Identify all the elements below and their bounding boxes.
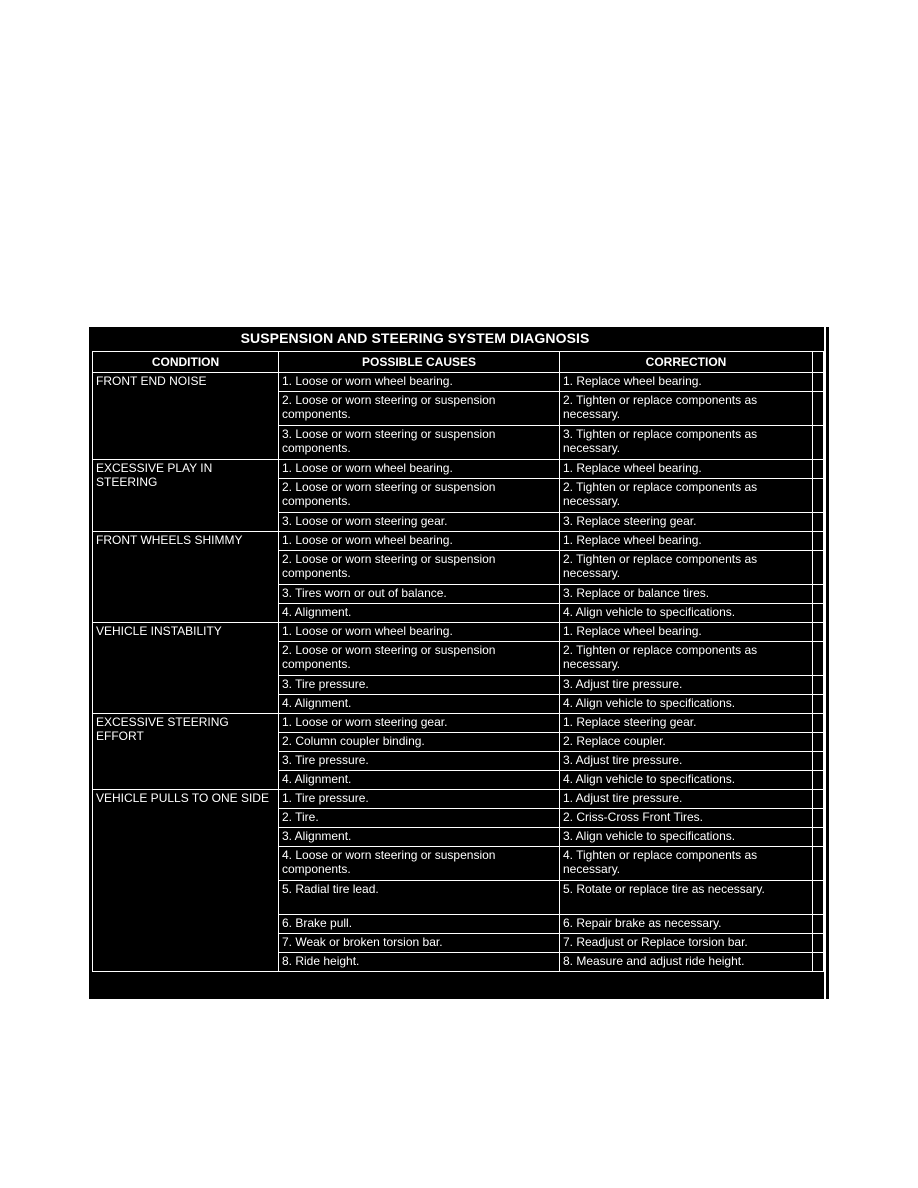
possible-cause-cell: 3. Loose or worn steering or suspension components. [279, 426, 560, 460]
condition-cell [93, 714, 279, 790]
row-spacer-cell [813, 623, 824, 642]
correction-cell: 3. Adjust tire pressure. [560, 676, 813, 695]
row-spacer-cell [813, 551, 824, 585]
correction-cell: 4. Align vehicle to specifications. [560, 604, 813, 623]
row-spacer-cell [813, 392, 824, 426]
header-condition: CONDITION [93, 352, 279, 373]
possible-cause-cell: 2. Tire. [279, 809, 560, 828]
possible-cause-cell: 3. Alignment. [279, 828, 560, 847]
row-spacer-cell [813, 771, 824, 790]
diagnosis-table [92, 351, 824, 972]
possible-cause-cell: 2. Column coupler binding. [279, 733, 560, 752]
correction-cell: 5. Rotate or replace tire as necessary. [560, 881, 813, 915]
row-spacer-cell [813, 676, 824, 695]
correction-cell: 3. Replace steering gear. [560, 513, 813, 532]
correction-cell: 1. Replace steering gear. [560, 714, 813, 733]
possible-cause-cell: 3. Tire pressure. [279, 752, 560, 771]
condition-text: VEHICLE PULLS TO ONE SIDE [96, 791, 269, 805]
possible-cause-cell: 4. Alignment. [279, 604, 560, 623]
possible-cause-cell: 1. Tire pressure. [279, 790, 560, 809]
diagnosis-table-panel [89, 327, 829, 999]
condition-text: FRONT END NOISE [96, 374, 207, 388]
correction-cell: 2. Tighten or replace components as necessary. [560, 479, 813, 513]
row-spacer-cell [813, 479, 824, 513]
correction-cell: 1. Replace wheel bearing. [560, 532, 813, 551]
possible-cause-cell: 1. Loose or worn wheel bearing. [279, 460, 560, 479]
row-spacer-cell [813, 915, 824, 934]
row-spacer-cell [813, 695, 824, 714]
condition-cell [93, 790, 279, 972]
possible-cause-cell: 6. Brake pull. [279, 915, 560, 934]
possible-cause-cell: 4. Alignment. [279, 771, 560, 790]
header-possible-causes: POSSIBLE CAUSES [279, 352, 560, 373]
row-spacer-cell [813, 934, 824, 953]
possible-cause-cell: 4. Loose or worn steering or suspension components. [279, 847, 560, 881]
table-row [93, 790, 824, 809]
possible-cause-cell: 1. Loose or worn wheel bearing. [279, 373, 560, 392]
possible-cause-cell: 2. Loose or worn steering or suspension components. [279, 479, 560, 513]
header-row [93, 352, 824, 373]
possible-cause-cell: 5. Radial tire lead. [279, 881, 560, 915]
row-spacer-cell [813, 585, 824, 604]
correction-cell: 3. Align vehicle to specifications. [560, 828, 813, 847]
possible-cause-cell: 1. Loose or worn wheel bearing. [279, 623, 560, 642]
row-spacer-cell [813, 847, 824, 881]
correction-cell: 8. Measure and adjust ride height. [560, 953, 813, 972]
row-spacer-cell [813, 752, 824, 771]
possible-cause-cell: 1. Loose or worn steering gear. [279, 714, 560, 733]
table-row [93, 714, 824, 733]
possible-cause-cell: 3. Loose or worn steering gear. [279, 513, 560, 532]
row-spacer-cell [813, 828, 824, 847]
condition-text: VEHICLE INSTABILITY [96, 624, 222, 638]
header-spacer [813, 352, 824, 373]
correction-cell: 6. Repair brake as necessary. [560, 915, 813, 934]
possible-cause-cell: 1. Loose or worn wheel bearing. [279, 532, 560, 551]
correction-cell: 4. Align vehicle to specifications. [560, 695, 813, 714]
correction-cell: 1. Adjust tire pressure. [560, 790, 813, 809]
condition-cell [93, 373, 279, 460]
correction-cell: 2. Criss-Cross Front Tires. [560, 809, 813, 828]
correction-cell: 3. Replace or balance tires. [560, 585, 813, 604]
possible-cause-cell: 2. Loose or worn steering or suspension components. [279, 551, 560, 585]
row-spacer-cell [813, 714, 824, 733]
diagnosis-table-body [93, 373, 824, 972]
header-correction: CORRECTION [560, 352, 813, 373]
row-spacer-cell [813, 460, 824, 479]
row-spacer-cell [813, 513, 824, 532]
row-spacer-cell [813, 953, 824, 972]
possible-cause-cell: 8. Ride height. [279, 953, 560, 972]
row-spacer-cell [813, 532, 824, 551]
condition-text: EXCESSIVE STEERING EFFORT [96, 715, 229, 743]
possible-cause-cell: 4. Alignment. [279, 695, 560, 714]
possible-cause-cell: 2. Loose or worn steering or suspension components. [279, 642, 560, 676]
table-row [93, 623, 824, 642]
row-spacer-cell [813, 642, 824, 676]
row-spacer-cell [813, 733, 824, 752]
row-spacer-cell [813, 881, 824, 915]
condition-text: EXCESSIVE PLAY IN STEERING [96, 461, 213, 489]
correction-cell: 4. Tighten or replace components as necessary. [560, 847, 813, 881]
panel-right-rule [824, 327, 826, 999]
correction-cell: 2. Tighten or replace components as necessary. [560, 642, 813, 676]
correction-cell: 7. Readjust or Replace torsion bar. [560, 934, 813, 953]
possible-cause-cell: 3. Tires worn or out of balance. [279, 585, 560, 604]
possible-cause-cell: 2. Loose or worn steering or suspension components. [279, 392, 560, 426]
correction-cell: 4. Align vehicle to specifications. [560, 771, 813, 790]
row-spacer-cell [813, 790, 824, 809]
row-spacer-cell [813, 604, 824, 623]
condition-cell [93, 532, 279, 623]
table-row [93, 460, 824, 479]
correction-cell: 1. Replace wheel bearing. [560, 373, 813, 392]
correction-cell: 1. Replace wheel bearing. [560, 460, 813, 479]
row-spacer-cell [813, 426, 824, 460]
table-row [93, 373, 824, 392]
correction-cell: 2. Tighten or replace components as necessary. [560, 551, 813, 585]
correction-cell: 3. Adjust tire pressure. [560, 752, 813, 771]
table-title: SUSPENSION AND STEERING SYSTEM DIAGNOSIS [240, 330, 590, 346]
possible-cause-cell: 3. Tire pressure. [279, 676, 560, 695]
row-spacer-cell [813, 809, 824, 828]
correction-cell: 3. Tighten or replace components as necessary. [560, 426, 813, 460]
condition-text: FRONT WHEELS SHIMMY [96, 533, 243, 547]
correction-cell: 1. Replace wheel bearing. [560, 623, 813, 642]
row-spacer-cell [813, 373, 824, 392]
correction-cell: 2. Replace coupler. [560, 733, 813, 752]
condition-cell [93, 623, 279, 714]
condition-cell [93, 460, 279, 532]
correction-cell: 2. Tighten or replace components as necessary. [560, 392, 813, 426]
possible-cause-cell: 7. Weak or broken torsion bar. [279, 934, 560, 953]
table-row [93, 532, 824, 551]
